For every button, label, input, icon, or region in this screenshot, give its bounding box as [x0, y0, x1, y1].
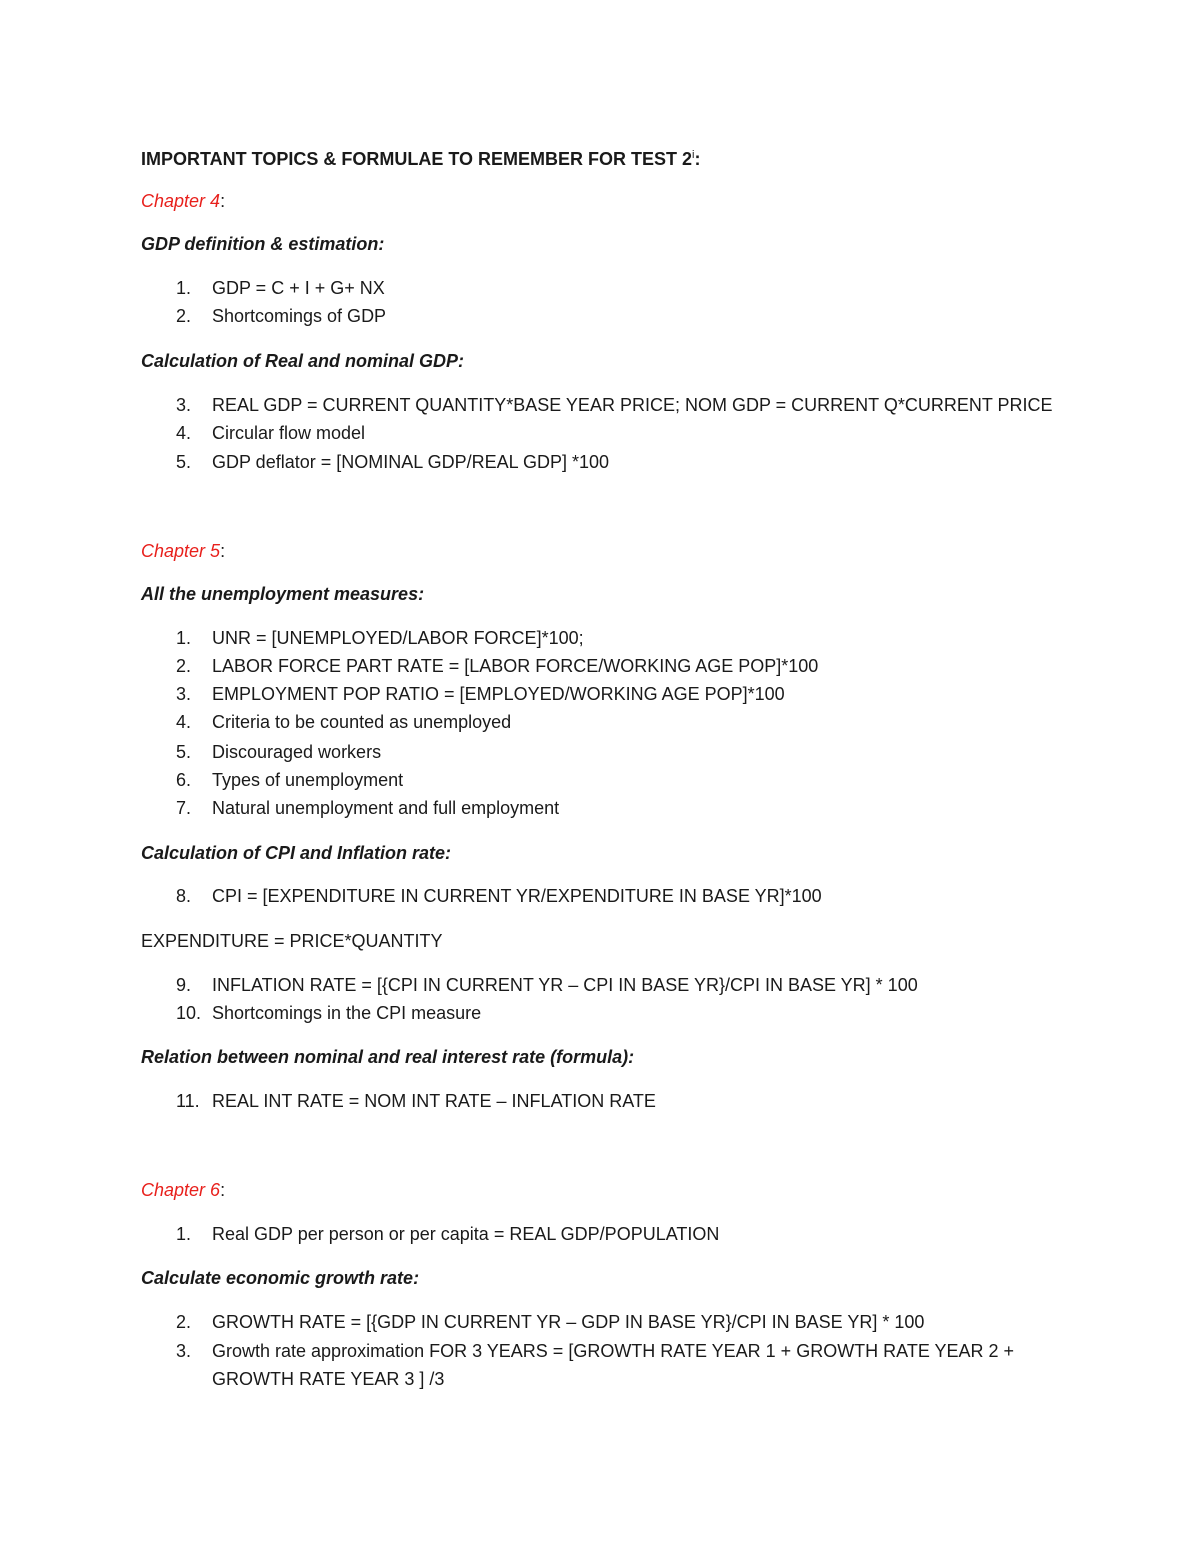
list-item: 3. REAL GDP = CURRENT QUANTITY*BASE YEAR PRICE; NOM GDP = CURRENT Q*CURRENT PRICE [176, 395, 1053, 415]
list-item: 4. Criteria to be counted as unemployed [176, 712, 512, 732]
section-heading-gdp-definition: GDP definition & estimation: [141, 234, 385, 254]
section-heading-unemployment-measures: All the unemployment measures: [141, 584, 425, 604]
list-item: 2. Shortcomings of GDP [176, 306, 387, 326]
list-item: 1. Real GDP per person or per capita = REAL GDP/POPULATION [176, 1224, 720, 1244]
list-item: 9. INFLATION RATE = [{CPI IN CURRENT YR – CPI IN BASE YR}/CPI IN BASE YR] * 100 [176, 975, 918, 995]
list-item: 6. Types of unemployment [176, 770, 404, 790]
section-heading-real-nominal-gdp: Calculation of Real and nominal GDP: [141, 351, 465, 371]
list-item: 1. GDP = C + I + G+ NX [176, 278, 385, 298]
list-item: 7. Natural unemployment and full employment [176, 798, 560, 818]
list-item: 5. GDP deflator = [NOMINAL GDP/REAL GDP] *100 [176, 452, 609, 472]
list-item: 3. EMPLOYMENT POP RATIO = [EMPLOYED/WORKING AGE POP]*100 [176, 684, 785, 704]
chapter-5-heading: Chapter 5: [141, 541, 226, 561]
list-item: 1. UNR = [UNEMPLOYED/LABOR FORCE]*100; [176, 628, 584, 648]
list-item: 11. REAL INT RATE = NOM INT RATE – INFLATION RATE [176, 1091, 656, 1111]
document-title: IMPORTANT TOPICS & FORMULAE TO REMEMBER FOR TEST 2$^i$: [141, 149, 701, 169]
list-item: 10. Shortcomings in the CPI measure [176, 1003, 482, 1023]
endnote-marker: i [692, 149, 695, 161]
expenditure-formula: EXPENDITURE = PRICE*QUANTITY [141, 931, 443, 951]
list-item: 2. LABOR FORCE PART RATE = [LABOR FORCE/WORKING AGE POP]*100 [176, 656, 819, 676]
list-item: 5. Discouraged workers [176, 742, 382, 762]
chapter-6-heading: Chapter 6: [141, 1180, 226, 1200]
list-item: 3. Growth rate approximation FOR 3 YEARS = [GROWTH RATE YEAR 1 + GROWTH RATE YEAR 2 + [176, 1341, 1015, 1361]
list-item: 2. GROWTH RATE = [{GDP IN CURRENT YR – GDP IN BASE YR}/CPI IN BASE YR] * 100 [176, 1312, 925, 1332]
section-heading-cpi-inflation: Calculation of CPI and Inflation rate: [141, 843, 452, 863]
chapter-4-heading: Chapter 4: [141, 191, 226, 211]
section-heading-interest-rate: Relation between nominal and real interest rate (formula): [141, 1047, 635, 1067]
list-item: 4. Circular flow model [176, 423, 366, 443]
list-item-continuation: GROWTH RATE YEAR 3 ] /3 [212, 1369, 445, 1389]
section-heading-growth-rate: Calculate economic growth rate: [141, 1268, 420, 1288]
list-item: 8. CPI = [EXPENDITURE IN CURRENT YR/EXPENDITURE IN BASE YR]*100 [176, 886, 822, 906]
